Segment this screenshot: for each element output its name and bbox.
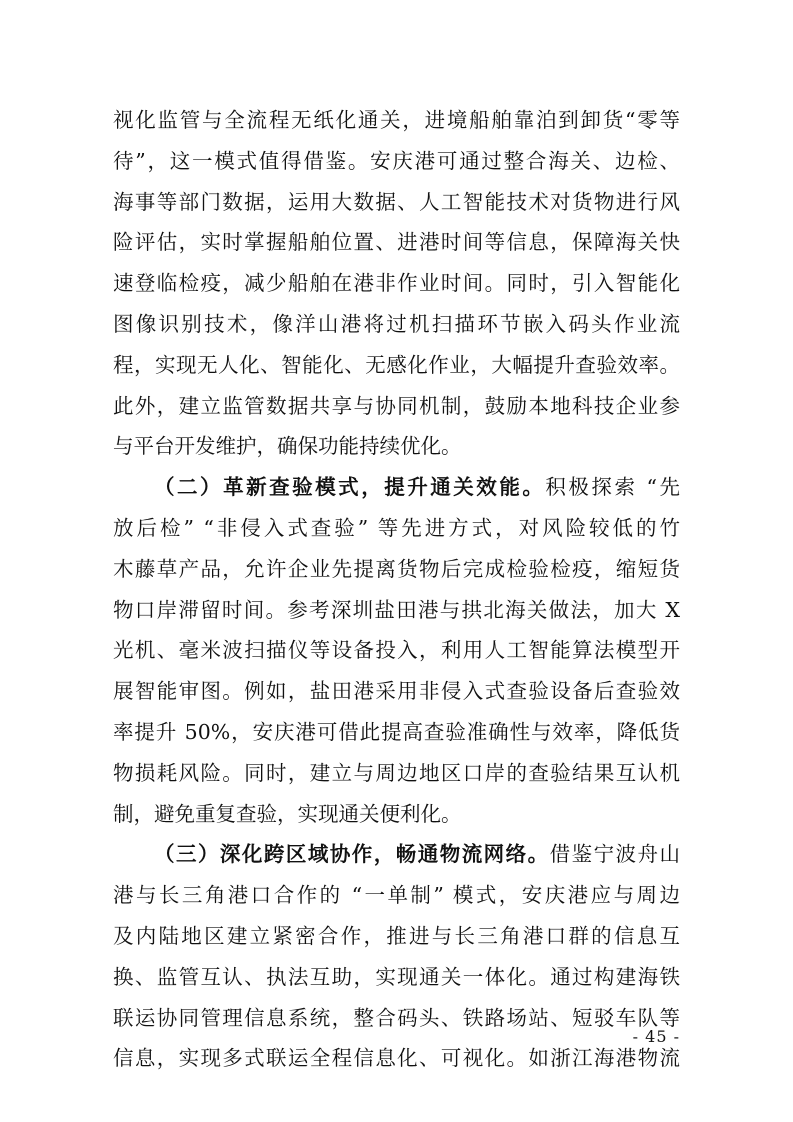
text-line: 换、监管互认、执法互助，实现通关一体化。通过构建海铁	[113, 964, 680, 989]
section-heading: （二）革新查验模式，提升通关效能。	[154, 475, 546, 500]
text-line: 与平台开发维护，确保功能持续优化。	[113, 434, 462, 459]
text-line: 光机、毫米波扫描仪等设备投入，利用人工智能算法模型开	[113, 638, 680, 663]
text-line: 放后检” “非侵入式查验” 等先进方式，对风险较低的竹	[113, 515, 680, 540]
text-line: 程，实现无人化、智能化、无感化作业，大幅提升查验效率。	[113, 352, 680, 377]
page-number: - 45 -	[632, 1027, 680, 1046]
text-line: 待”，这一模式值得借鉴。安庆港可通过整合海关、边检、	[113, 148, 680, 173]
text-line: 展智能审图。例如，盐田港采用非侵入式查验设备后查验效	[113, 679, 680, 704]
text-line: 物口岸滞留时间。参考深圳盐田港与拱北海关做法，加大 X	[113, 597, 680, 622]
text-line: 联运协同管理信息系统，整合码头、铁路场站、短驳车队等	[113, 1005, 680, 1030]
text-line: 海事等部门数据，运用大数据、人工智能技术对货物进行风	[113, 189, 680, 214]
text-segment: 积极探索 “先	[545, 475, 681, 500]
text-line: 率提升 50%，安庆港可借此提高查验准确性与效率，降低货	[113, 719, 680, 744]
paragraph-first-line	[113, 467, 680, 508]
text-segment: 借鉴宁波舟山	[549, 842, 681, 867]
text-line: 港与长三角港口合作的 “一单制” 模式，安庆港应与周边	[113, 883, 680, 908]
text-line: 物损耗风险。同时，建立与周边地区口岸的查验结果互认机	[113, 760, 680, 785]
text-line: 速登临检疫，减少船舶在港非作业时间。同时，引入智能化	[113, 271, 680, 296]
text-line: 及内陆地区建立紧密合作，推进与长三角港口群的信息互	[113, 923, 680, 948]
paragraph-first-line	[113, 834, 680, 875]
text-line: 此外，建立监管数据共享与协同机制，鼓励本地科技企业参	[113, 393, 680, 418]
text-line: 险评估，实时掌握船舶位置、进港时间等信息，保障海关快	[113, 230, 680, 255]
text-line: 信息，实现多式联运全程信息化、可视化。如浙江海港物流	[113, 1046, 680, 1071]
body-text	[113, 100, 680, 1079]
text-line: 制，避免重复查验，实现通关便利化。	[113, 801, 462, 826]
text-line: 木藤草产品，允许企业先提离货物后完成检验检疫，缩短货	[113, 556, 680, 581]
text-line: 图像识别技术，像洋山港将过机扫描环节嵌入码头作业流	[113, 311, 680, 336]
text-line: 视化监管与全流程无纸化通关，进境船舶靠泊到卸货“零等	[113, 108, 680, 132]
section-heading: （三）深化跨区域协作，畅通物流网络。	[154, 842, 550, 867]
